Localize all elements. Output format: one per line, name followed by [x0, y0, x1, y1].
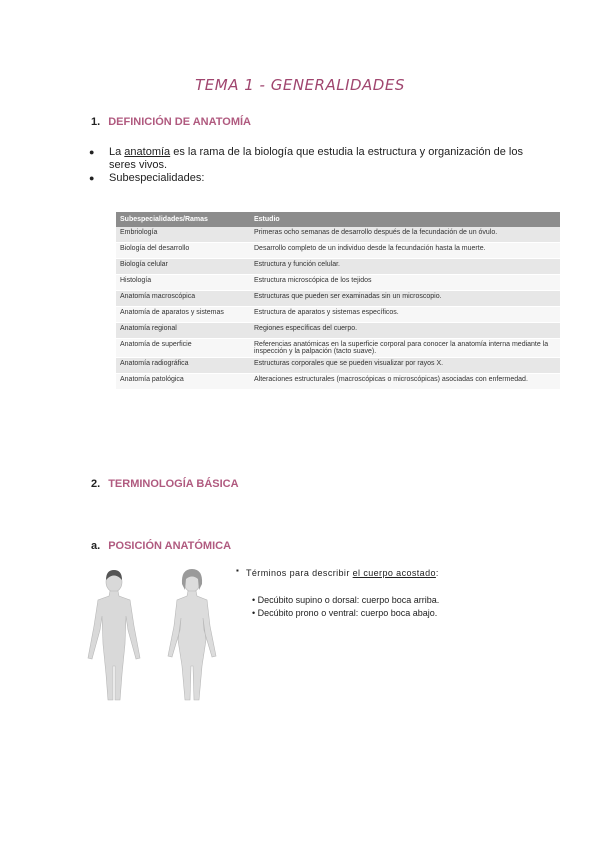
table-cell-estudio: Estructura de aparatos y sistemas específicos.	[250, 307, 560, 323]
table-row	[116, 358, 560, 374]
section-2a-number: a.	[91, 540, 101, 552]
bullet-definition	[89, 146, 529, 172]
table-cell-rama: Anatomía regional	[116, 323, 250, 339]
table-row	[116, 259, 560, 275]
bullet-subespecialidades	[89, 172, 529, 185]
table-cell-rama: Biología celular	[116, 259, 250, 275]
table-cell-estudio: Estructuras que pueden ser examinadas sin un microscopio.	[250, 291, 560, 307]
section-1-title: DEFINICIÓN DE ANATOMÍA	[108, 116, 251, 128]
table-cell-rama: Anatomía patológica	[116, 374, 250, 390]
table-cell-rama: Anatomía radiográfica	[116, 358, 250, 374]
definition-bullets	[89, 146, 529, 185]
table-row	[116, 243, 560, 259]
mark-icon: ▪	[236, 566, 239, 575]
terms-intro	[246, 568, 439, 578]
table-row	[116, 275, 560, 291]
section-2a-title: POSICIÓN ANATÓMICA	[108, 540, 232, 552]
anatomical-position-figure	[70, 566, 238, 702]
table-row	[116, 323, 560, 339]
bullet-dot-icon: ●	[89, 173, 95, 183]
human-figures-icon	[70, 566, 238, 702]
table-cell-estudio: Referencias anatómicas en la superficie corporal para conocer la anatomía interna mediante la inspección y la palpación (tacto suave).	[250, 339, 560, 358]
table-row	[116, 339, 560, 358]
table-row	[116, 307, 560, 323]
table-cell-rama: Embriología	[116, 227, 250, 243]
term-supino: • Decúbito supino o dorsal: cuerpo boca arriba.	[252, 595, 440, 605]
table-header-row	[116, 212, 560, 227]
page-title: TEMA 1 - GENERALIDADES	[195, 76, 405, 94]
table-row	[116, 227, 560, 243]
table-cell-rama: Anatomía de aparatos y sistemas	[116, 307, 250, 323]
bullet-dot-icon: ●	[89, 147, 95, 157]
female-figure-icon	[168, 572, 216, 700]
section-2-heading	[91, 478, 239, 490]
table-cell-estudio: Regiones específicas del cuerpo.	[250, 323, 560, 339]
terms-intro-pre: Términos para describir	[246, 568, 353, 578]
terms-list	[252, 594, 439, 620]
table-cell-estudio: Estructura y función celular.	[250, 259, 560, 275]
terms-block	[246, 568, 439, 620]
table-cell-rama: Anatomía macroscópica	[116, 291, 250, 307]
terms-intro-term: el cuerpo acostado	[352, 568, 436, 578]
terms-intro-post: :	[435, 568, 439, 578]
table-header-ramas: Subespecialidades/Ramas	[116, 212, 250, 227]
bullet-2-text: Subespecialidades:	[109, 172, 205, 184]
table-row	[116, 291, 560, 307]
table-cell-estudio: Alteraciones estructurales (macroscópicas o microscópicas) asociadas con enfermedad.	[250, 374, 560, 390]
table-cell-estudio: Desarrollo completo de un individuo desde la fecundación hasta la muerte.	[250, 243, 560, 259]
table-cell-estudio: Primeras ocho semanas de desarrollo después de la fecundación de un óvulo.	[250, 227, 560, 243]
section-2a-heading	[91, 540, 231, 552]
table-cell-rama: Histología	[116, 275, 250, 291]
term-prono: • Decúbito prono o ventral: cuerpo boca abajo.	[252, 608, 438, 618]
table-cell-estudio: Estructuras corporales que se pueden visualizar por rayos X.	[250, 358, 560, 374]
table-row	[116, 374, 560, 390]
section-1-number: 1.	[91, 116, 101, 128]
bullet-1-post: es la rama de la biología que estudia la estructura y organización de los seres vivos.	[109, 146, 523, 171]
male-figure-icon	[88, 572, 140, 700]
section-2-title: TERMINOLOGÍA BÁSICA	[108, 478, 239, 490]
subespecialidades-table	[116, 212, 560, 390]
table-cell-rama: Anatomía de superficie	[116, 339, 250, 358]
bullet-1-pre: La	[109, 146, 125, 158]
table-header-estudio: Estudio	[250, 212, 560, 227]
table-cell-estudio: Estructura microscópica de los tejidos	[250, 275, 560, 291]
section-1-heading	[91, 116, 251, 128]
section-2-number: 2.	[91, 478, 101, 490]
table-cell-rama: Biología del desarrollo	[116, 243, 250, 259]
anatomia-term: anatomía	[124, 146, 171, 158]
